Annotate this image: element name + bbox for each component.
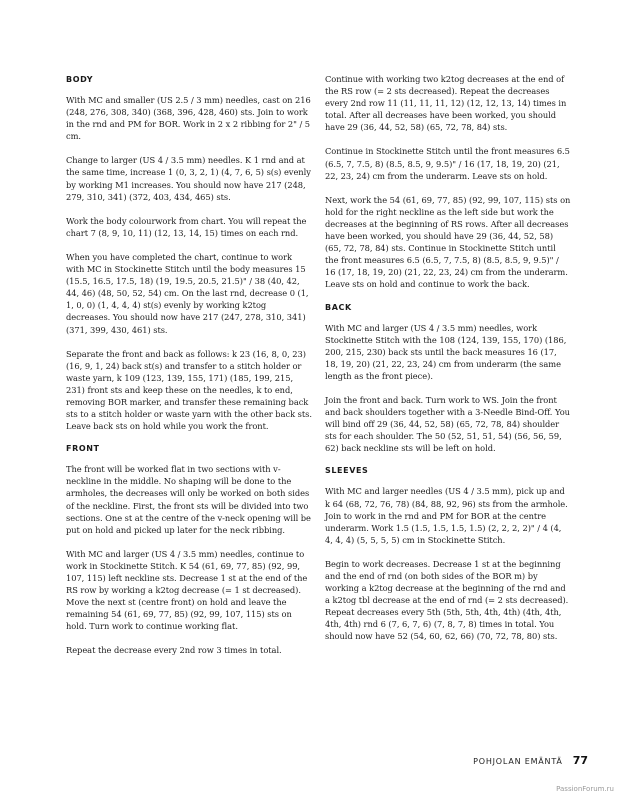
front-paragraph: Continue with working two k2tog decreases at the end of the RS row (= 2 sts decreased). Repeat the decreases every 2nd row 11 (11, 11, 11, 12) (12, 12, 13, 14) times in total. After all decreases have been worked, you should have 29 (36, 44, 52, 58) (65, 72, 78, 84) sts. xyxy=(325,74,567,133)
right-column xyxy=(325,73,571,655)
body-paragraph: Separate the front and back as follows: k 23 (16, 8, 0, 23) (16, 9, 1, 24) back st(s) and transfer to a stitch holder or waste yarn, k 109 (123, 139, 155, 171) (185, 199, 215, 231) front sts and keep these on the needles, k to end, removing BOR marker, and transfer these remaining back sts to a stitch holder or waste yarn with the other back sts. Leave back sts on hold while you work the front. xyxy=(66,348,312,432)
body-paragraph: Change to larger (US 4 / 3.5 mm) needles. K 1 rnd and at the same time, increase 1 (0, 3, 2, 1) (4, 7, 6, 5) s(s) evenly by working M1 increases. You should now have 217 (248, 279, 310, 341) (372, 403, 434, 465) sts. xyxy=(66,155,311,202)
front-paragraph: Continue in Stockinette Stitch until the front measures 6.5 (6.5, 7, 7.5, 8) (8.5, 8.5, 9, 9.5)" / 16 (17, 18, 19, 20) (21, 22, 23, 24) cm from the underarm. Leave sts on hold. xyxy=(325,146,570,181)
page-footer xyxy=(473,754,588,767)
front-paragraph: Repeat the decrease every 2nd row 3 times in total. xyxy=(66,645,282,656)
front-paragraph: With MC and larger (US 4 / 3.5 mm) needles, continue to work in Stockinette Stitch. K 54 (61, 69, 77, 85) (92, 99, 107, 115) left neckline sts. Decrease 1 st at the end of the RS row by working a k2tog decrease (= 1 st decreased). Move the next st (centre front) on hold and leave the remaining 54 (61, 69, 77, 85) (92, 99, 107, 115) sts on hold. Turn work to continue working flat. xyxy=(66,548,308,632)
body-heading: BODY xyxy=(66,75,94,84)
sleeves-paragraph: Begin to work decreases. Decrease 1 st at the beginning and the end of rnd (on both sides of the BOR m) by working a k2tog decrease at the beginning of the rnd and a k2tog tbl decrease at the end of rnd (= 2 sts decreased). Repeat decreases every 5th (5th, 5th, 4th, 4th) (4th, 4th, 4th, 4th) rnd 6 (7, 6, 7, 6) (7, 8, 7, 8) times in total. You should now have 52 (54, 60, 62, 66) (70, 72, 78, 80) sts. xyxy=(325,558,569,642)
page-number: 77 xyxy=(572,754,588,767)
back-paragraph: Join the front and back. Turn work to WS. Join the front and back shoulders together with a 3-Needle Bind-Off. You will bind off 29 (36, 44, 52, 58) (65, 72, 78, 84) shoulder sts for each shoulder. The 50 (52, 51, 51, 54) (56, 56, 59, 62) back neckline sts will be left on hold. xyxy=(325,394,570,454)
front-paragraph: Next, work the 54 (61, 69, 77, 85) (92, 99, 107, 115) sts on hold for the right neckline as the left side but work the decreases at the beginning of RS rows. After all decreases have been worked, you should have 29 (36, 44, 52, 58) (65, 72, 78, 84) sts. Continue in Stockinette Stitch until the front measures 6.5 (6.5, 7, 7.5, 8) (8.5, 8.5, 9, 9.5)" / 16 (17, 18, 19, 20) (21, 22, 23, 24) cm from the underarm. Leave sts on hold and continue to work the back. xyxy=(325,194,571,290)
front-paragraph: The front will be worked flat in two sections with v-neckline in the middle. No shaping will be done to the armholes, the decreases will only be worked on both sides of the neckline. First, the front sts will be divided into two sections. One st at the centre of the v-neck opening will be put on hold and picked up later for the neck ribbing. xyxy=(66,464,311,535)
sleeves-heading: SLEEVES xyxy=(325,466,369,476)
body-paragraph: With MC and smaller (US 2.5 / 3 mm) needles, cast on 216 (248, 276, 308, 340) (368, 396, 428, 460) sts. Join to work in the rnd and PM for BOR. Work in 2 x 2 ribbing for 2" / 5 cm. xyxy=(66,95,311,142)
back-heading: BACK xyxy=(325,302,352,312)
watermark: PassionForum.ru xyxy=(556,785,614,793)
magazine-name: POHJOLAN EMÄNTÄ xyxy=(473,757,563,766)
left-column xyxy=(66,73,312,669)
sleeves-paragraph: With MC and larger needles (US 4 / 3.5 mm), pick up and k 64 (68, 72, 76, 78) (84, 88, 92, 96) sts from the armhole. Join to work in the rnd and PM for BOR at the centre underarm. Work 1.5 (1.5, 1.5, 1.5, 1.5) (2, 2, 2, 2)" / 4 (4, 4, 4, 4) (5, 5, 5, 5) cm in Stockinette Stitch. xyxy=(325,486,568,545)
body-paragraph: Work the body colourwork from chart. You will repeat the chart 7 (8, 9, 10, 11) (12, 13, 14, 15) times on each rnd. xyxy=(66,215,307,238)
front-heading: FRONT xyxy=(66,444,100,454)
back-paragraph: With MC and larger (US 4 / 3.5 mm) needles, work Stockinette Stitch with the 108 (124, 139, 155, 170) (186, 200, 215, 230) back sts until the back measures 16 (17, 18, 19, 20) (21, 22, 23, 24) cm from underarm (the same length as the front piece). xyxy=(325,322,567,381)
body-paragraph: When you have completed the chart, continue to work with MC in Stockinette Stitch until the body measures 15 (15.5, 16.5, 17.5, 18) (19, 19.5, 20.5, 21.5)" / 38 (40, 42, 44, 46) (48, 50, 52, 54) cm. On the last rnd, decrease 0 (1, 1, 0, 0) (1, 4, 4, 4) st(s) evenly by working k2tog decreases. You should now have 217 (247, 278, 310, 341) (371, 399, 430, 461) sts. xyxy=(66,251,309,335)
